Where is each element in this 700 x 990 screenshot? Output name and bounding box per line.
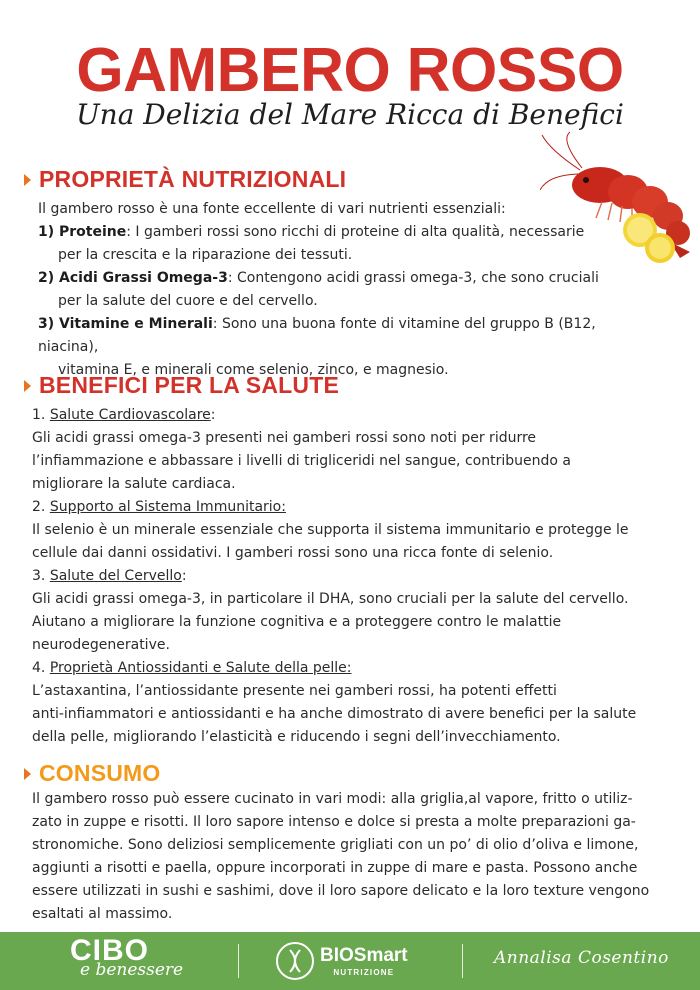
benefits-heading: BENEFICI PER LA SALUTE: [39, 372, 340, 398]
benefit-line: Aiutano a migliorare la funzione cognitiva e a proteggere contro le malattie: [32, 614, 562, 630]
nutrition-item-cont: per la crescita e la riparazione dei tessuti.: [58, 247, 353, 263]
page-title: GAMBERO ROSSO: [76, 36, 624, 105]
footer-divider: [462, 944, 463, 978]
dna-icon: [276, 942, 314, 980]
section-heading-benefits: [24, 372, 339, 399]
footer-bar: [0, 932, 700, 990]
nutrition-item-cont: vitamina E, e minerali come selenio, zinco, e magnesio.: [58, 362, 449, 378]
consumption-body: [32, 788, 680, 926]
benefit-title: 2. Supporto al Sistema Immunitario:: [32, 499, 286, 515]
footer-divider: [238, 944, 239, 978]
nutrition-body: [38, 198, 658, 382]
consumption-line: Il gambero rosso può essere cucinato in vari modi: alla griglia,al vapore, fritto o utiliz-: [32, 791, 633, 807]
section-heading-consumption: [24, 760, 161, 787]
signature: Annalisa Cosentino: [494, 948, 669, 968]
benefit-line: anti-infiammatori e antiossidanti e ha anche dimostrato di avere benefici per la salute: [32, 706, 637, 722]
benefit-line: della pelle, migliorando l’elasticità e riducendo i segni dell’invecchiamento.: [32, 729, 561, 745]
benefits-body: [32, 404, 680, 749]
nutrition-item: 1) Proteine: I gamberi rossi sono ricchi di proteine di alta qualità, necessarie: [38, 224, 585, 240]
benefit-title: 3. Salute del Cervello:: [32, 568, 187, 584]
nutrition-item-cont: per la salute del cuore e del cervello.: [58, 293, 318, 309]
benefit-line: migliorare la salute cardiaca.: [32, 476, 236, 492]
benefit-line: neurodegenerative.: [32, 637, 170, 653]
benefit-line: cellule dai danni ossidativi. I gamberi rossi sono una ricca fonte di selenio.: [32, 545, 554, 561]
benefit-line: l’infiammazione e abbassare i livelli di trigliceridi nel sangue, contribuendo a: [32, 453, 571, 469]
nutrition-item: 2) Acidi Grassi Omega-3: Contengono acidi grassi omega-3, che sono cruciali: [38, 270, 599, 286]
consumption-line: zato in zuppe e risotti. Il loro sapore intenso e dolce si presta a molte preparazioni ga-: [32, 814, 636, 830]
consumption-line: stronomiche. Sono deliziosi semplicemente grigliati con un po’ di olio d’oliva e limone,: [32, 837, 639, 853]
biosmart-logo: BIOSmart NUTRIZIONE: [276, 938, 408, 984]
cibo-benessere-logo: CIBO e benessere: [70, 934, 184, 980]
benefit-line: Gli acidi grassi omega-3 presenti nei gamberi rossi sono noti per ridurre: [32, 430, 537, 446]
chevron-icon: [24, 174, 31, 186]
benefit-title: 1. Salute Cardiovascolare:: [32, 407, 216, 423]
consumption-line: aggiunti a risotti e paella, oppure incorporati in zuppe di mare e pasta. Possono anche: [32, 860, 638, 876]
benefit-line: Gli acidi grassi omega-3, in particolare il DHA, sono cruciali per la salute del cervello.: [32, 591, 629, 607]
consumption-heading: CONSUMO: [39, 760, 161, 786]
chevron-icon: [24, 768, 31, 780]
section-heading-nutrition: [24, 166, 346, 193]
page-subtitle: Una Delizia del Mare Ricca di Benefici: [76, 98, 624, 131]
consumption-line: essere utilizzati in sushi e sashimi, dove il loro sapore delicato e la loro texture vengono: [32, 883, 650, 899]
consumption-line: esaltati al massimo.: [32, 906, 173, 922]
benefit-line: L’astaxantina, l’antiossidante presente nei gamberi rossi, ha potenti effetti: [32, 683, 557, 699]
benefit-title: 4. Proprietà Antiossidanti e Salute della pelle:: [32, 660, 352, 676]
chevron-icon: [24, 380, 31, 392]
nutrition-item: 3) Vitamine e Minerali: Sono una buona fonte di vitamine del gruppo B (B12, niacina),: [38, 316, 596, 355]
nutrition-intro: Il gambero rosso è una fonte eccellente di vari nutrienti essenziali:: [38, 201, 506, 217]
benefit-line: Il selenio è un minerale essenziale che supporta il sistema immunitario e protegge le: [32, 522, 629, 538]
nutrition-heading: PROPRIETÀ NUTRIZIONALI: [39, 166, 347, 192]
